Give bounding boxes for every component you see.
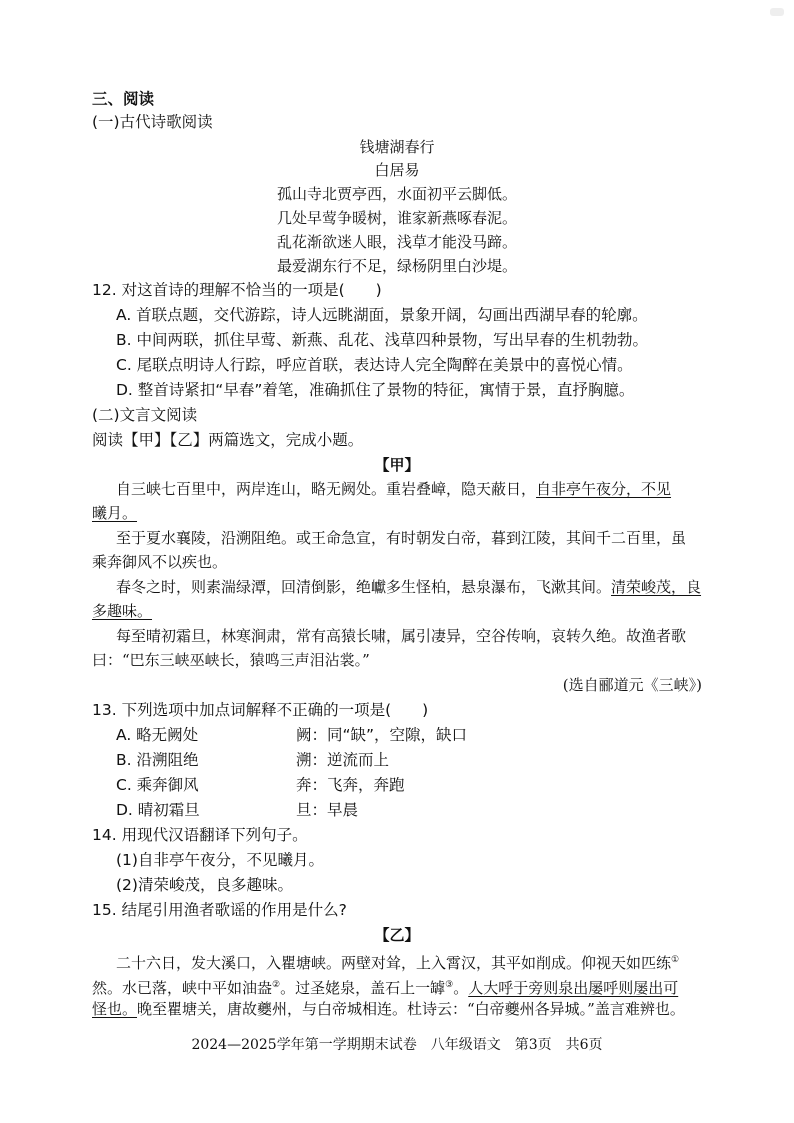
q13-option-c: C. 乘奔御风 (116, 776, 199, 794)
corner-mark (770, 8, 784, 16)
jia-underlined-sentence-1: 自非亭午夜分，不见 (536, 480, 672, 498)
jia-paragraph-1-cont: 曦月。 (92, 504, 138, 522)
poem-line: 几处早莺争暖树，谁家新燕啄春泥。 (276, 209, 517, 227)
q13-option-d-gloss: 旦：早晨 (296, 801, 359, 819)
footnote-marker: ① (671, 955, 680, 965)
jia-paragraph-2: 至于夏水襄陵，沿溯阻绝。或王命急宣，有时朝发白帝，暮到江陵，其间千二百里，虽 (116, 529, 687, 547)
jia-paragraph-3-cont: 多趣味。 (92, 602, 153, 620)
q12-option-d: D. 整首诗紧扣“早春”着笔，准确抓住了景物的特征，寓情于景，直抒胸臆。 (116, 381, 635, 399)
jia-paragraph-4-cont: 曰：“巴东三峡巫峡长，猿鸣三声泪沾裳。” (92, 651, 370, 669)
reading-intro: 阅读【甲】【乙】两篇选文，完成小题。 (92, 431, 364, 449)
footnote-marker: ③ (445, 980, 454, 990)
poem-line: 最爱湖东行不足，绿杨阴里白沙堤。 (276, 257, 517, 275)
poem-author: 白居易 (374, 161, 420, 179)
poem-title: 钱塘湖春行 (359, 138, 435, 156)
q12-option-c: C. 尾联点明诗人行踪，呼应首联，表达诗人完全陶醉在美景中的喜悦心情。 (116, 356, 633, 374)
section-heading: 三、阅读 (92, 90, 155, 108)
yi-paragraph-1-cont2: 怪也。晚至瞿塘关，唐故夔州，与白帝城相连。杜诗云：“白帝夔州各异城。”盖言难辨也。 (92, 1000, 685, 1018)
yi-paragraph-1: 二十六日，发大溪口，入瞿塘峡。两壁对耸，上入霄汉，其平如削成。仰视天如匹练① (116, 954, 680, 972)
q12-stem: 12. 对这首诗的理解不恰当的一项是( ) (92, 281, 382, 299)
jia-paragraph-2-cont: 乘奔御风不以疾也。 (92, 553, 228, 571)
jia-paragraph-1: 自三峡七百里中，两岸连山，略无阙处。重岩叠嶂，隐天蔽日，自非亭午夜分，不见 (116, 480, 672, 498)
passage-jia-label: 【甲】 (374, 456, 420, 474)
q13-option-a: A. 略无阙处 (116, 726, 199, 744)
poem-line: 孤山寺北贾亭西，水面初平云脚低。 (276, 185, 517, 203)
jia-underlined-sentence-2: 清荣峻茂，良 (611, 578, 702, 596)
subsection-classical: (二)文言文阅读 (92, 406, 198, 424)
q14-stem: 14. 用现代汉语翻译下列句子。 (92, 826, 308, 844)
jia-paragraph-3: 春冬之时，则素湍绿潭，回清倒影，绝巘多生怪柏，悬泉瀑布，飞漱其间。清荣峻茂，良 (116, 578, 702, 596)
q12-option-a: A. 首联点题，交代游踪，诗人远眺湖面，景象开阔，勾画出西湖早春的轮廓。 (116, 306, 648, 324)
q13-stem: 13. 下列选项中加点词解释不正确的一项是( ) (92, 701, 429, 719)
q15-stem: 15. 结尾引用渔者歌谣的作用是什么? (92, 901, 347, 919)
footnote-marker: ② (272, 980, 281, 990)
yi-paragraph-1-cont: 然。水已落，峡中平如油盎②。过圣姥泉，盖石上一罅③。人大呼于旁则泉出屡呼则屡出可 (92, 979, 679, 997)
q14-item-2: (2)清荣峻茂，良多趣味。 (116, 876, 293, 894)
q13-option-c-gloss: 奔：飞奔，奔跑 (296, 776, 405, 794)
q13-option-d: D. 晴初霜旦 (116, 801, 200, 819)
q13-option-b-gloss: 溯：逆流而上 (296, 751, 390, 769)
q13-option-b: B. 沿溯阻绝 (116, 751, 199, 769)
passage-yi-label: 【乙】 (374, 926, 420, 944)
jia-paragraph-4: 每至晴初霜旦，林寒涧肃，常有高猿长啸，属引凄异，空谷传响，哀转久绝。故渔者歌 (116, 627, 687, 645)
q12-option-b: B. 中间两联，抓住早莺、新燕、乱花、浅草四种景物，写出早春的生机勃勃。 (116, 331, 648, 349)
poem-line: 乱花渐欲迷人眼，浅草才能没马蹄。 (276, 233, 517, 251)
yi-underlined-sentence: 人大呼于旁则泉出屡呼则屡出可 (468, 979, 679, 997)
page-footer: 2024—2025学年第一学期期末试卷 八年级语文 第3页 共6页 (191, 1037, 603, 1053)
subsection-poetry: (一)古代诗歌阅读 (92, 113, 213, 131)
q13-option-a-gloss: 阙：同“缺”，空隙，缺口 (296, 726, 468, 744)
jia-source: (选自郦道元《三峡》) (562, 676, 702, 694)
q14-item-1: (1)自非亭午夜分，不见曦月。 (116, 851, 324, 869)
